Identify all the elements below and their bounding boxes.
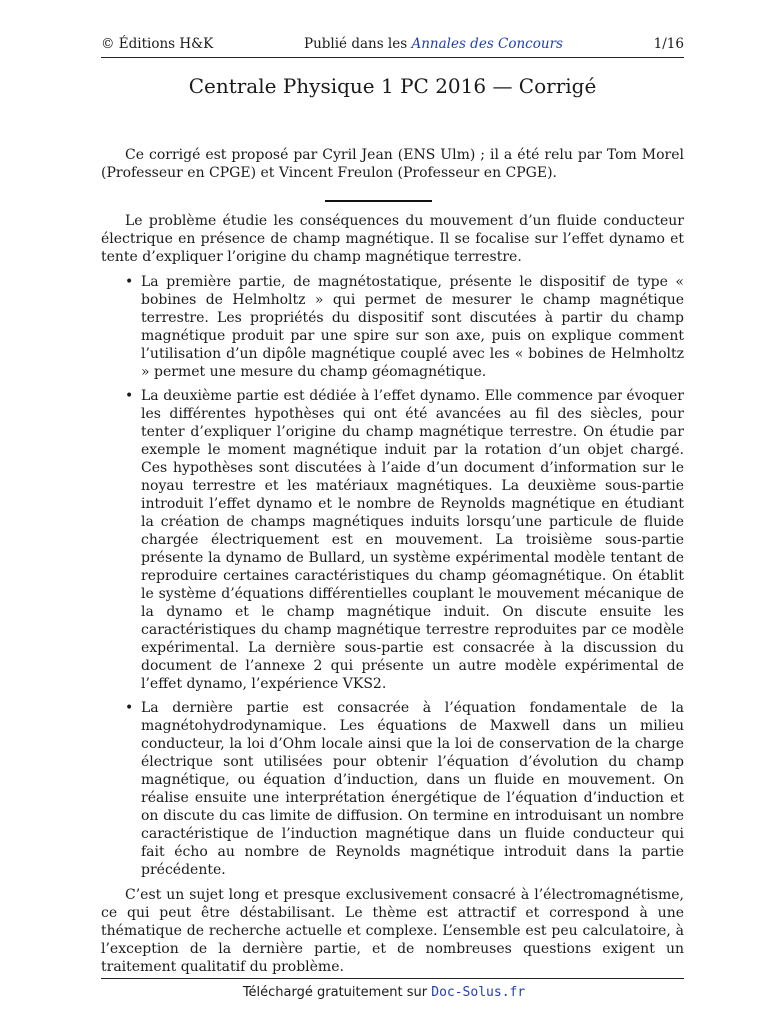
document-title: Centrale Physique 1 PC 2016 — Corrigé [188, 74, 597, 98]
bullet-icon: • [125, 700, 134, 716]
list-item-text: La première partie, de magnétostatique, présente le dispositif de type « bobines de Helmholtz » qui permet de mesurer le champ magnétique terrestre. Les propriétés du dispositif sont discutées à partir du champ magnétique produit par une spire sur son axe, puis on explique comment l’utilisation d’un dipôle magnétique couplé avec les « bobines de Helmholtz » permet une mesure du champ géomagnétique. [141, 274, 684, 380]
document-body [101, 212, 684, 983]
annales-link[interactable]: Annales des Concours [411, 36, 563, 52]
header-divider [101, 57, 684, 58]
page-number: 1/16 [653, 36, 684, 52]
footer-prefix: Téléchargé gratuitement sur [242, 985, 428, 1000]
list-item [125, 699, 684, 879]
intro-paragraph: Le problème étudie les conséquences du mouvement d’un fluide conducteur électrique en présence de champ magnétique. Il se focalise sur l’effet dynamo et tente d’expliquer l’origine du champ magnétique terrestre. [101, 213, 684, 265]
list-item-text: La dernière partie est consacrée à l’équation fondamentale de la magnétohydrodynamique. Les équations de Maxwell dans un milieu conducteur, la loi d’Ohm locale ainsi que la loi de conservation de la charge électrique sont utilisées pour obtenir l’équation d’évolution du champ magnétique, ou équation d’induction, dans un fluide en mouvement. On réalise ensuite une interprétation énergétique de l’équation d’induction et on discute du cas limite de diffusion. On termine en introduisant un nombre caractéristique de l’induction magnétique dans un fluide conducteur qui fait écho au nombre de Reynolds magnétique introduit dans la partie précédente. [141, 700, 684, 878]
bullet-icon: • [125, 274, 134, 290]
list-item [125, 273, 684, 381]
publication-prefix: Publié dans les [303, 36, 408, 52]
list-item-text: La deuxième partie est dédiée à l’effet dynamo. Elle commence par évoquer les différentes hypothèses qui ont été avancées au fil des siècles, pour tenter d’expliquer l’origine du champ magnétique terrestre. On étudie par exemple le moment magnétique induit par la rotation d’un objet chargé. Ces hypothèses sont discutées à l’aide d’un document d’information sur le noyau terrestre et les matériaux magnétiques. La deuxième sous-partie introduit l’effet dynamo et le nombre de Reynolds magnétique en étudiant la création de champs magnétiques induits lorsqu’une particule de fluide chargée électriquement est en mouvement. La troisième sous-partie présente la dynamo de Bullard, un système expérimental modèle tentant de reproduire certaines caractéristiques du champ géomagnétique. On établit le système d’équations différentielles couplant le mouvement mécanique de la dynamo et le champ magnétique induit. On discute ensuite les caractéristiques du champ magnétique terrestre reproduites par ce modèle expérimental. La dernière sous-partie est consacrée à la discussion du document de l’annexe 2 qui présente un autre modèle expérimental de l’effet dynamo, l’expérience VKS2. [141, 388, 684, 692]
section-divider [325, 200, 432, 202]
bullet-icon: • [125, 388, 134, 404]
list-item [125, 387, 684, 693]
publisher-label: © Éditions H&K [101, 36, 214, 52]
conclusion-paragraph: C’est un sujet long et presque exclusivement consacré à l’électromagnétisme, ce qui peut être déstabilisant. Le thème est attractif et correspond à une thématique de recherche actuelle et complexe. L’ensemble est peu calculatoire, à l’exception de la dernière partie, et de nombreuses questions exigent un traitement qualitatif du problème. [101, 887, 684, 975]
doc-solus-link[interactable]: Doc-Solus.fr [431, 985, 526, 1000]
footer-divider [101, 978, 684, 979]
publication-note [304, 36, 563, 52]
page-footer [0, 985, 768, 1000]
page-header [101, 36, 684, 52]
credits-paragraph: Ce corrigé est proposé par Cyril Jean (ENS Ulm) ; il a été relu par Tom Morel (Professeur en CPGE) et Vincent Freulon (Professeur en CPGE). [101, 147, 684, 181]
parts-list [101, 273, 684, 879]
